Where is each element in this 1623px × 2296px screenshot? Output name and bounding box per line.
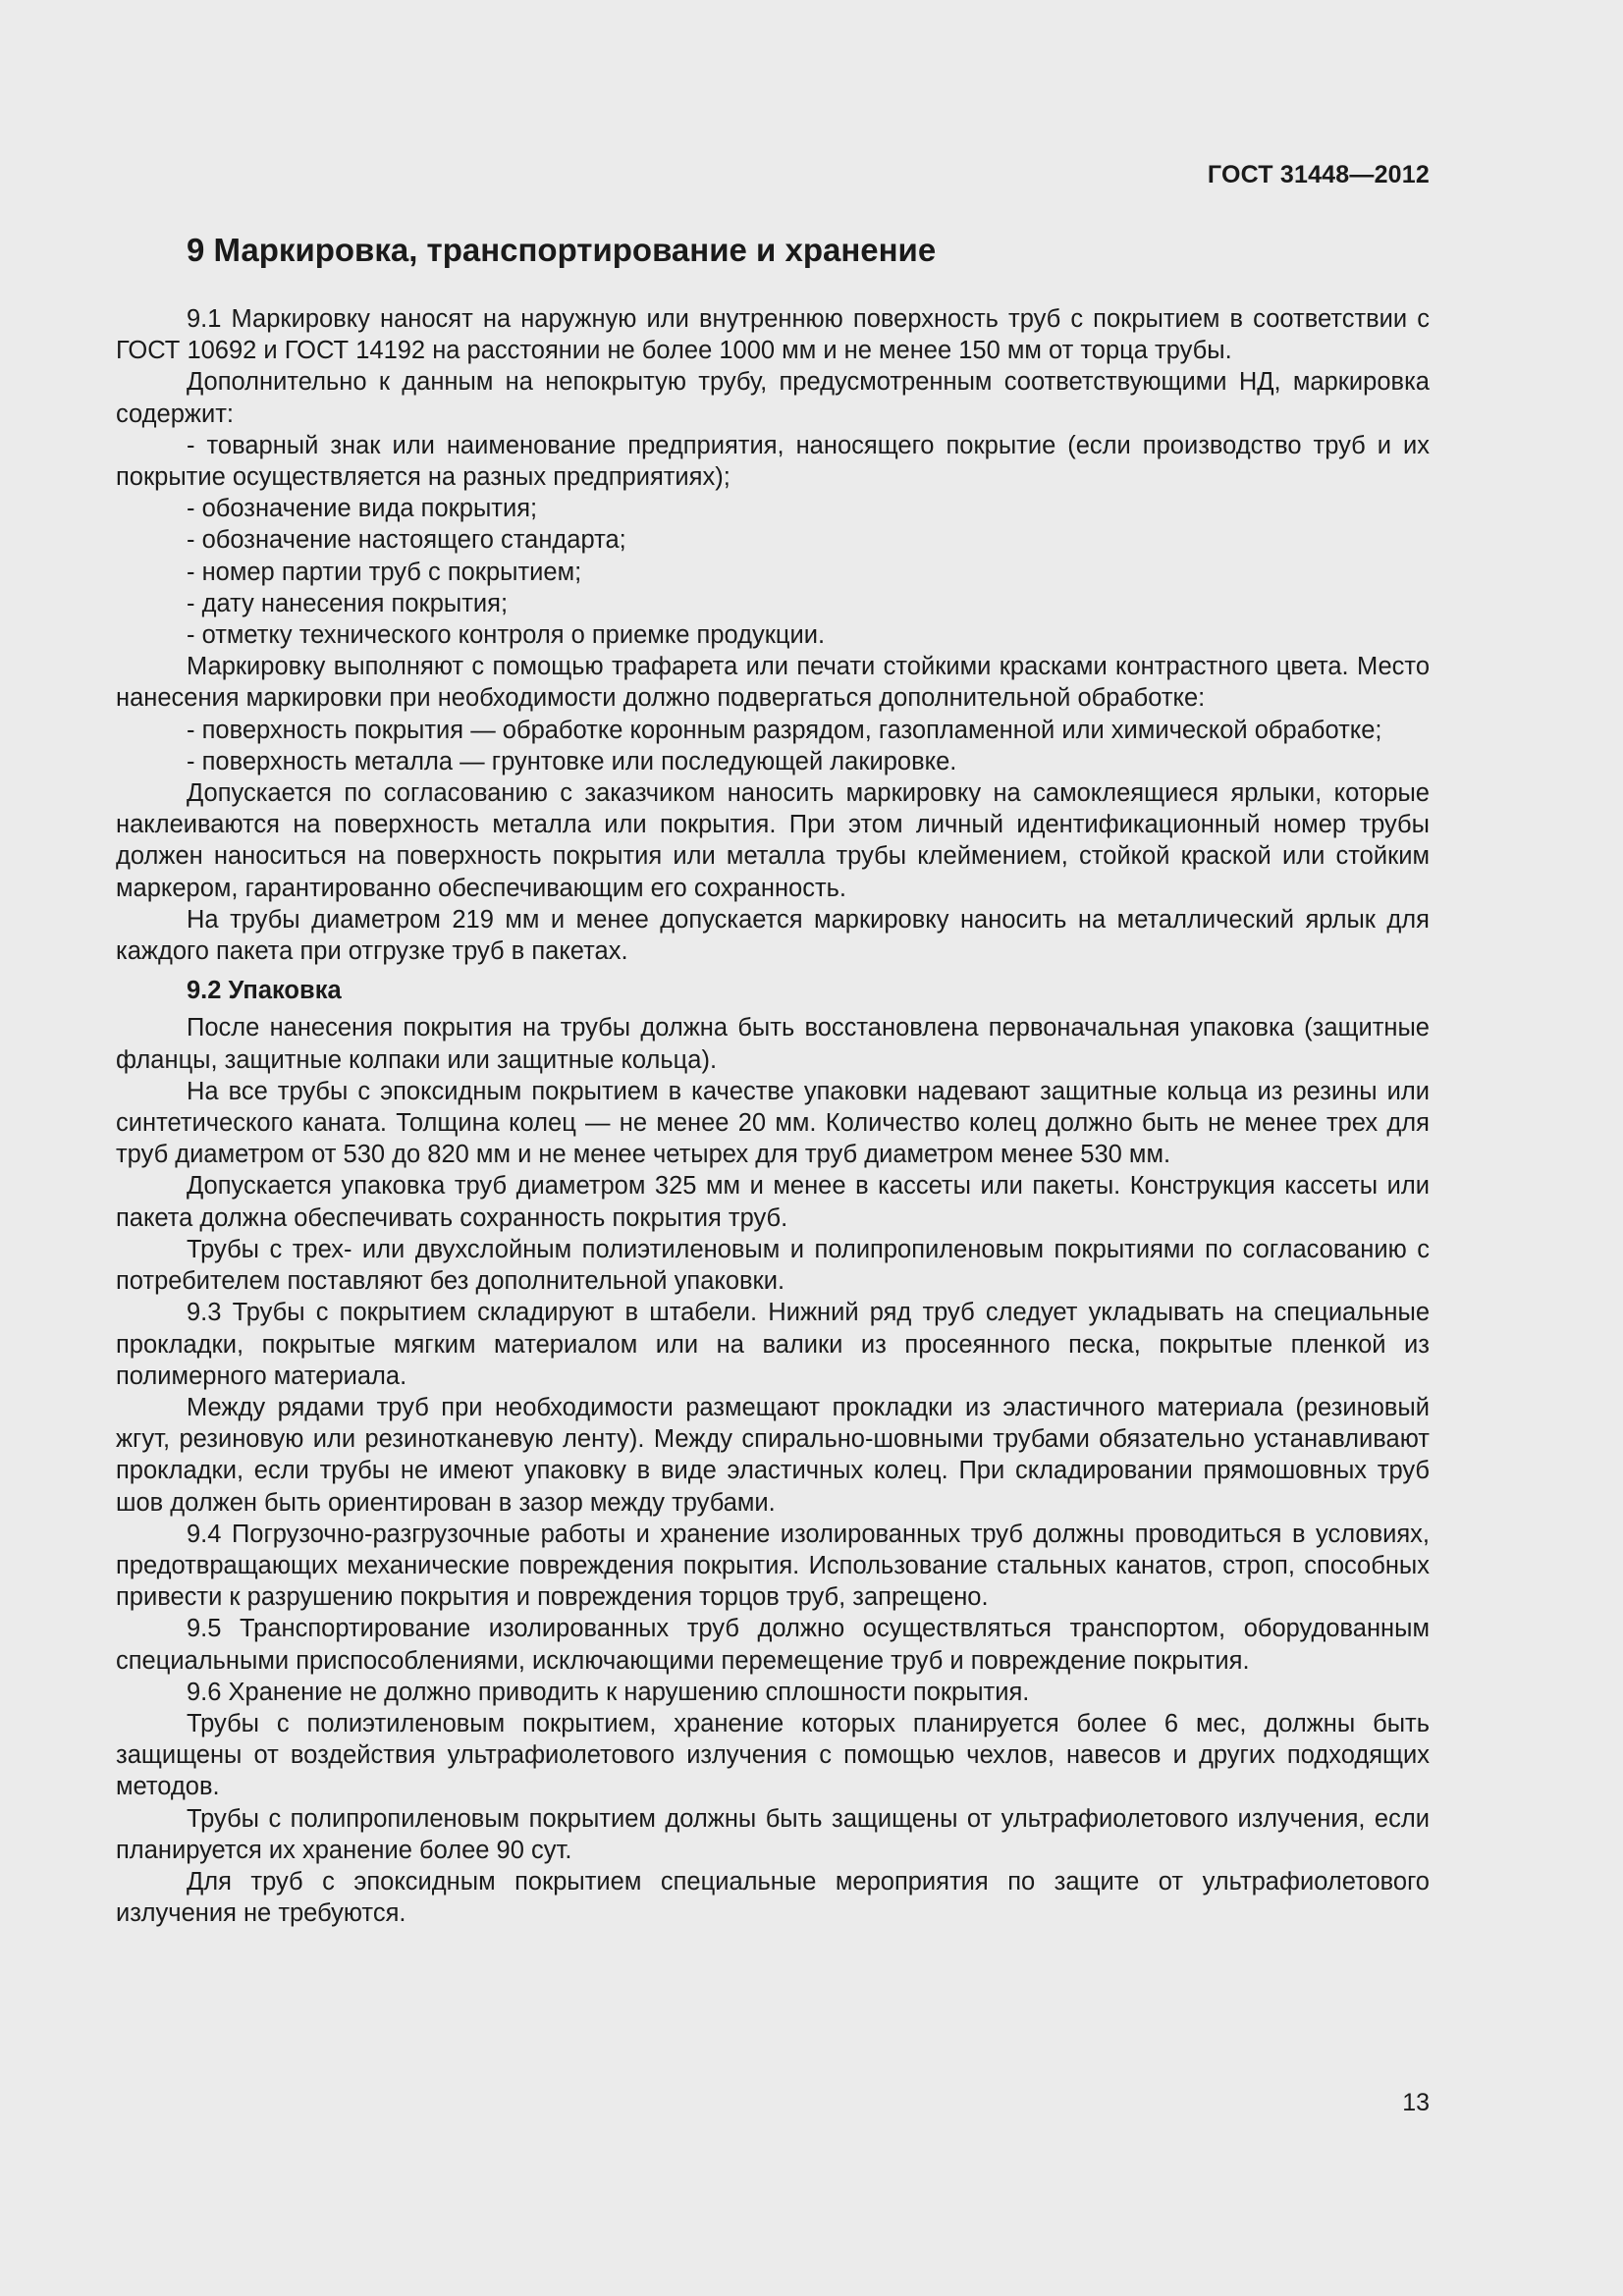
- paragraph: На трубы диаметром 219 мм и менее допускается маркировку наносить на металлический ярлык для каждого пакета при отгрузке труб в пакетах.: [116, 905, 1430, 966]
- paragraph: Допускается по согласованию с заказчиком наносить маркировку на самоклеящиеся ярлыки, которые наклеиваются на поверхность металла или покрытия. При этом личный идентификационный номер трубы должен наноситься на поверхность покрытия или металла трубы клеймением, стойкой краской или стойким маркером, гарантированно обеспечивающим его сохранность.: [116, 779, 1430, 902]
- list-item: - отметку технического контроля о приемке продукции.: [187, 621, 826, 650]
- list-item: - номер партии труб с покрытием;: [187, 558, 582, 586]
- list-item: - обозначение настоящего стандарта;: [187, 526, 626, 555]
- subsection-heading: 9.2 Упаковка: [187, 977, 342, 1005]
- document-code-header: ГОСТ 31448—2012: [1207, 161, 1430, 188]
- paragraph: Маркировку выполняют с помощью трафарета или печати стойкими красками контрастного цвета. Место нанесения маркировки при необходимости должно подвергаться дополнительной обработке:: [116, 653, 1430, 713]
- list-item: - поверхность металла — грунтовке или последующей лакировке.: [187, 747, 957, 775]
- paragraph: Дополнительно к данным на непокрытую трубу, предусмотренным соответствующими НД, маркировка содержит:: [116, 368, 1430, 428]
- paragraph: 9.6 Хранение не должно приводить к нарушению сплошности покрытия.: [187, 1678, 1030, 1706]
- paragraph: Для труб с эпоксидным покрытием специальные мероприятия по защите от ультрафиолетового излучения не требуются.: [116, 1867, 1430, 1928]
- list-item: - дату нанесения покрытия;: [187, 589, 509, 617]
- paragraph: На все трубы с эпоксидным покрытием в качестве упаковки надевают защитные кольца из резины или синтетического каната. Толщина колец — не менее 20 мм. Количество колец должно быть не менее трех для труб диаметром от 530 до 820 мм и не менее четырех для труб диаметром менее 530 мм.: [116, 1077, 1430, 1169]
- list-item: - обозначение вида покрытия;: [187, 495, 538, 523]
- list-item: - поверхность покрытия — обработке коронным разрядом, газопламенной или химической обработке;: [187, 716, 1382, 744]
- paragraph: 9.1 Маркировку наносят на наружную или внутреннюю поверхность труб с покрытием в соответствии с ГОСТ 10692 и ГОСТ 14192 на расстоянии не более 1000 мм и не менее 150 мм от торца трубы.: [116, 305, 1430, 365]
- paragraph: Трубы с полиэтиленовым покрытием, хранение которых планируется более 6 мес, должны быть защищены от воздействия ультрафиолетового излучения с помощью чехлов, навесов и других подходящих методов.: [116, 1709, 1430, 1801]
- paragraph: После нанесения покрытия на трубы должна быть восстановлена первоначальная упаковка (защитные фланцы, защитные колпаки или защитные кольца).: [116, 1014, 1430, 1074]
- paragraph: Допускается упаковка труб диаметром 325 мм и менее в кассеты или пакеты. Конструкция кассеты или пакета должна обеспечивать сохранность покрытия труб.: [116, 1172, 1430, 1232]
- page-number: 13: [1402, 2089, 1430, 2116]
- paragraph: Трубы с полипропиленовым покрытием должны быть защищены от ультрафиолетового излучения, если планируется их хранение более 90 сут.: [116, 1804, 1430, 1864]
- list-item: - товарный знак или наименование предприятия, наносящего покрытие (если производство труб и их покрытие осуществляется на разных предприятиях);: [116, 431, 1430, 492]
- paragraph: 9.5 Транспортирование изолированных труб должно осуществляться транспортом, оборудованным специальными приспособлениями, исключающими перемещение труб и повреждение покрытия.: [116, 1615, 1430, 1675]
- paragraph: Между рядами труб при необходимости размещают прокладки из эластичного материала (резиновый жгут, резиновую или резинотканевую ленту). Между спирально-шовными трубами обязательно устанавливают прокладки, если трубы не имеют упаковку в виде эластичных колец. При складировании прямошовных труб шов должен быть ориентирован в зазор между трубами.: [116, 1393, 1430, 1517]
- section-body: [116, 303, 1430, 1929]
- section-title: 9 Маркировка, транспортирование и хранение: [187, 232, 937, 268]
- paragraph: Трубы с трех- или двухслойным полиэтиленовым и полипропиленовым покрытиями по согласованию с потребителем поставляют без дополнительной упаковки.: [116, 1235, 1430, 1296]
- paragraph: 9.3 Трубы с покрытием складируют в штабели. Нижний ряд труб следует укладывать на специальные прокладки, покрытые мягким материалом или на валики из просеянного песка, покрытые пленкой из полимерного материала.: [116, 1299, 1430, 1390]
- paragraph: 9.4 Погрузочно-разгрузочные работы и хранение изолированных труб должны проводиться в условиях, предотвращающих механические повреждения покрытия. Использование стальных канатов, строп, способных привести к разрушению покрытия и повреждения торцов труб, запрещено.: [116, 1520, 1430, 1612]
